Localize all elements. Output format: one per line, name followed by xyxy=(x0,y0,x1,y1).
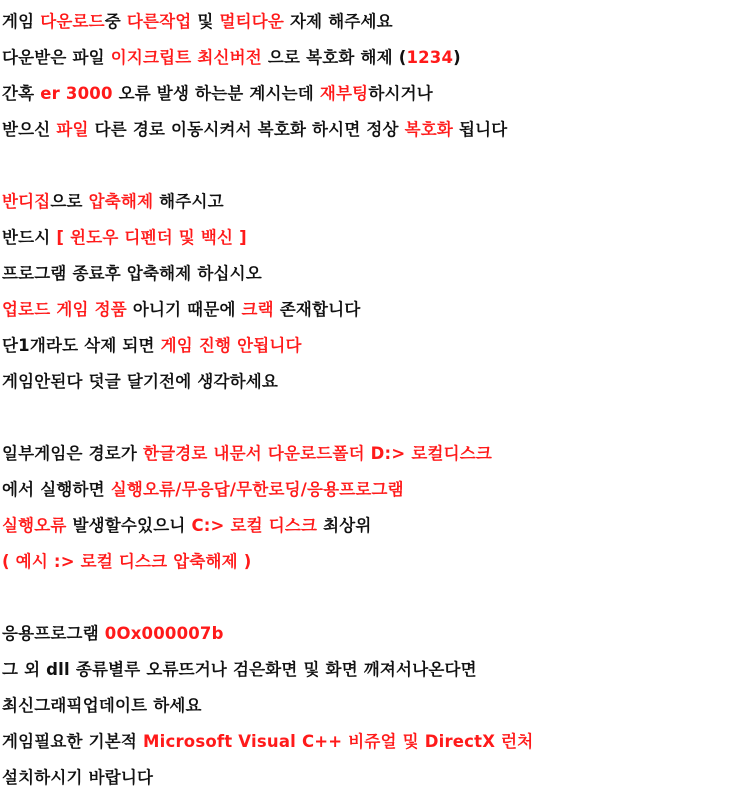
highlight-segment: 다운로드 xyxy=(40,12,105,31)
highlight-segment: 실행오류 xyxy=(2,516,67,535)
highlight-segment: er 3000 xyxy=(40,84,113,103)
highlight-segment: 0Ox000007b xyxy=(104,624,224,643)
highlight-segment: C:> 로컬 디스크 xyxy=(191,516,318,535)
text-segment: 아니기 때문에 xyxy=(126,300,242,319)
text-line xyxy=(2,544,729,580)
text-line xyxy=(2,616,729,652)
text-segment: 에서 실행하면 xyxy=(2,480,111,499)
paragraph-path-notice xyxy=(2,436,729,580)
text-segment: 프로그램 종료후 압축해제 하십시오 xyxy=(2,264,262,283)
text-segment: 게임 xyxy=(2,12,41,31)
text-segment: 설치하시기 바랍니다 xyxy=(2,768,154,787)
text-segment: 간혹 xyxy=(2,84,41,103)
text-line xyxy=(2,724,729,760)
text-segment: 다운받은 파일 xyxy=(2,48,111,67)
text-line xyxy=(2,4,729,40)
text-line xyxy=(2,112,729,148)
text-segment: 반드시 xyxy=(2,228,57,247)
highlight-segment: 한글경로 내문서 다운로드폴더 D:> 로컬디스크 xyxy=(143,444,493,463)
text-line xyxy=(2,40,729,76)
text-line xyxy=(2,328,729,364)
text-segment: 및 xyxy=(191,12,220,31)
text-segment: 자제 해주세요 xyxy=(284,12,393,31)
text-line xyxy=(2,364,729,400)
text-segment: 하시거나 xyxy=(368,84,433,103)
highlight-segment: 복호화 xyxy=(404,120,454,139)
text-segment: 게임필요한 기본적 xyxy=(2,732,144,751)
text-segment: 해주시고 xyxy=(153,192,224,211)
text-segment: 받으신 xyxy=(2,120,57,139)
text-line xyxy=(2,760,729,796)
text-line xyxy=(2,256,729,292)
text-line xyxy=(2,436,729,472)
highlight-segment: 다른작업 xyxy=(126,12,192,31)
paragraph-extract-notice xyxy=(2,184,729,400)
paragraph-spacer xyxy=(2,580,729,616)
highlight-segment: 업로드 게임 정품 xyxy=(2,300,127,319)
highlight-segment: 크랙 xyxy=(241,300,274,319)
text-line xyxy=(2,508,729,544)
highlight-segment: 실행오류/무응답/무한로딩/응용프로그램 xyxy=(110,480,404,499)
paragraph-spacer xyxy=(2,148,729,184)
text-segment: 으로 복호화 해제 ( xyxy=(261,48,407,67)
text-segment: ) xyxy=(453,48,461,67)
text-segment: 됩니다 xyxy=(453,120,508,139)
highlight-segment: ( 예시 :> 로컬 디스크 압축해제 ) xyxy=(2,552,252,571)
text-line xyxy=(2,472,729,508)
paragraph-download-notice xyxy=(2,0,729,148)
text-segment: 오류 발생 하는분 계시는데 xyxy=(112,84,320,103)
text-segment: 중 xyxy=(104,12,127,31)
highlight-segment: 파일 xyxy=(56,120,89,139)
highlight-segment: 압축해제 xyxy=(88,192,154,211)
text-line xyxy=(2,76,729,112)
text-line xyxy=(2,292,729,328)
notice-document xyxy=(2,0,729,796)
highlight-segment: 게임 진행 안됩니다 xyxy=(160,336,302,355)
text-segment: 최신그래픽업데이트 하세요 xyxy=(2,696,202,715)
highlight-segment: 1234 xyxy=(406,48,454,67)
highlight-segment: 재부팅 xyxy=(319,84,369,103)
text-line xyxy=(2,220,729,256)
text-segment: 게임안된다 덧글 달기전에 생각하세요 xyxy=(2,372,279,391)
paragraph-runtime-notice xyxy=(2,616,729,796)
text-line xyxy=(2,184,729,220)
highlight-segment: 멀티다운 xyxy=(219,12,285,31)
text-segment: 단1개라도 삭제 되면 xyxy=(2,336,161,355)
text-line xyxy=(2,652,729,688)
paragraph-spacer xyxy=(2,400,729,436)
text-segment: 존재합니다 xyxy=(273,300,361,319)
highlight-segment: 이지크립트 최신버전 xyxy=(110,48,262,67)
text-line xyxy=(2,688,729,724)
text-segment: 다른 경로 이동시켜서 복호화 하시면 정상 xyxy=(88,120,405,139)
text-segment: 그 외 dll 종류별루 오류뜨거나 검은화면 및 화면 깨져서나온다면 xyxy=(2,660,477,679)
text-segment: 일부게임은 경로가 xyxy=(2,444,144,463)
highlight-segment: [ 윈도우 디펜더 및 백신 ] xyxy=(56,228,247,247)
text-segment: 발생할수있으니 xyxy=(66,516,192,535)
text-segment: 최상위 xyxy=(317,516,372,535)
highlight-segment: 반디집 xyxy=(2,192,51,211)
text-segment: 으로 xyxy=(50,192,89,211)
text-segment: 응용프로그램 xyxy=(2,624,105,643)
highlight-segment: Microsoft Visual C++ 비쥬얼 및 DirectX 런처 xyxy=(143,732,534,751)
